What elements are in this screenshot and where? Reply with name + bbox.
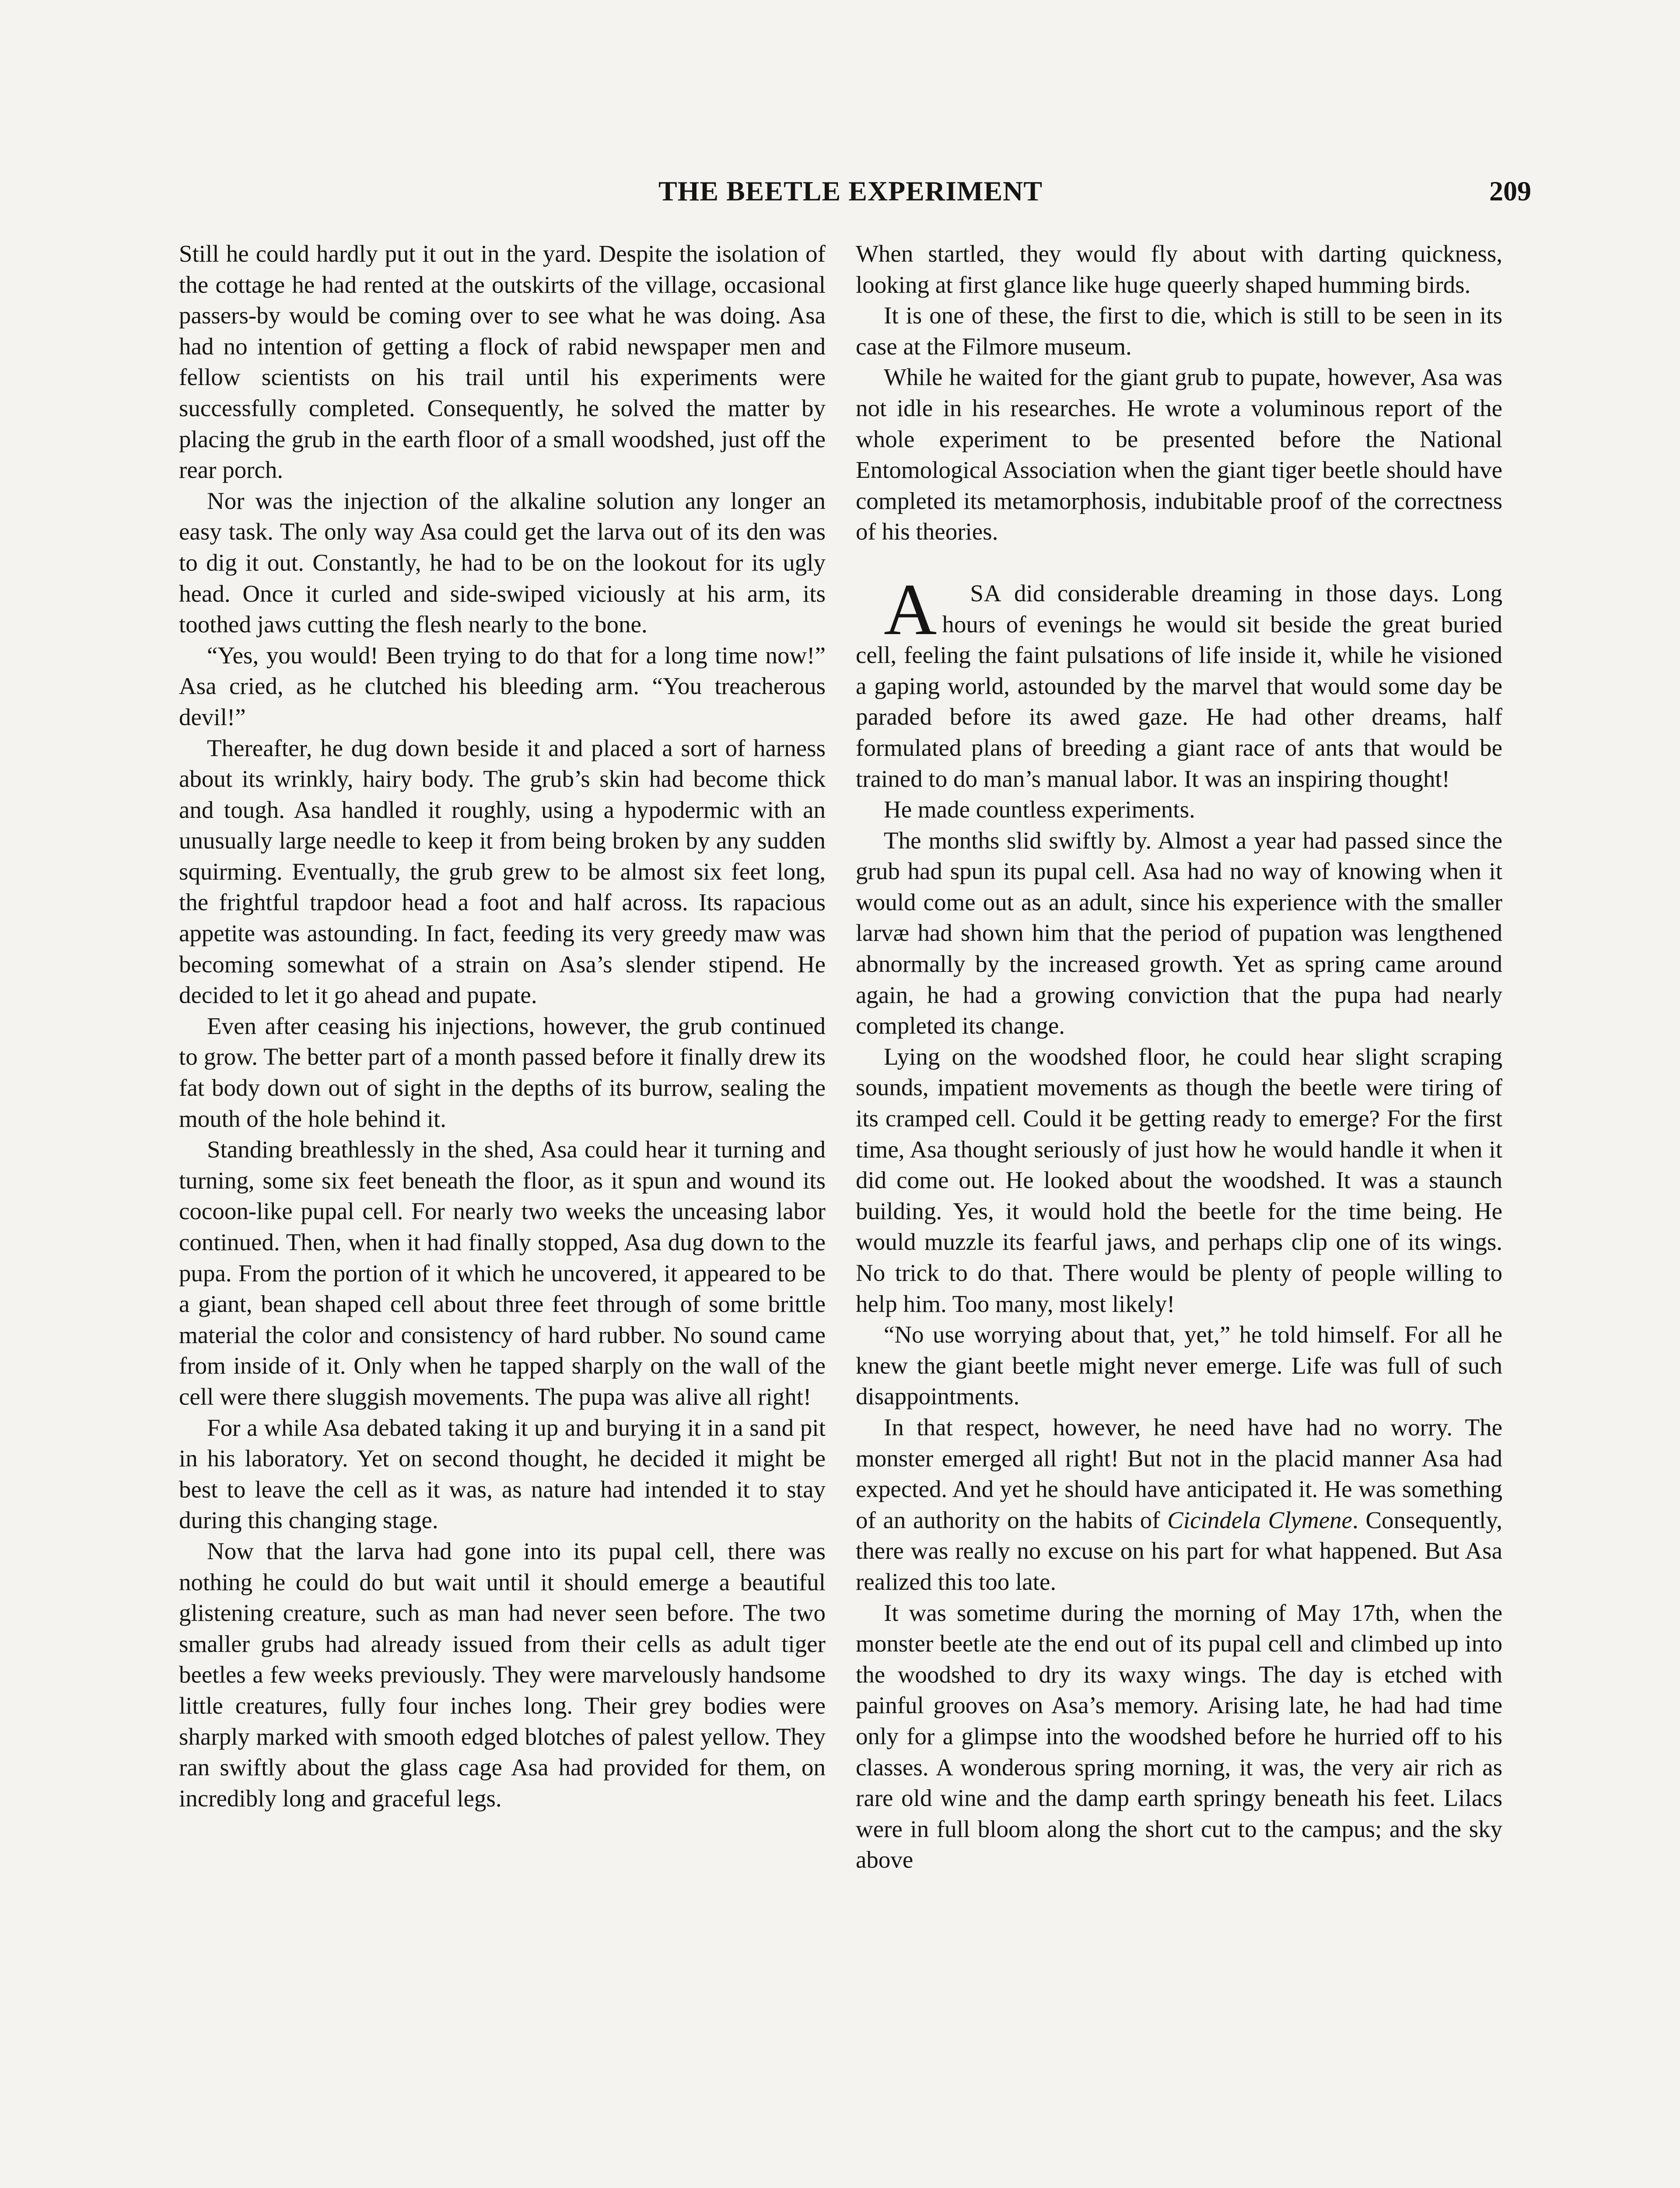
paragraph: It is one of these, the first to die, which is still to be seen in its case at the Filmore museum. [856,302,1502,360]
paragraph-text: In that respect, however, he need have had no worry. The monster emerged all right! But not in the placid manner Asa had expected. And yet he should have anticipated it. He was something of an authority on the habits of [856,1413,1502,1533]
paragraph: He made countless experiments. [884,796,1195,823]
page-number: 209 [1489,175,1531,207]
paragraph: Thereafter, he dug down beside it and placed a sort of harness about its wrinkly, hairy body. The grub’s skin had become thick and tough. Asa handled it roughly, using a hypodermic with an unusually large needle to keep it from being broken by any sudden squirming. Eventually, the grub grew to be almost six feet long, the frightful trapdoor head a foot and half across. Its rapacious appetite was astounding. In fact, feeding its very greedy maw was becoming somewhat of a strain on Asa’s slender stipend. He decided to let it go ahead and pupate. [179,734,826,1009]
paragraph: Still he could hardly put it out in the yard. Despite the isolation of the cottage he had rented at the outskirts of the village, occasional passers-by would be coming over to see what he was doing. Asa had no intention of getting a flock of rabid newspaper men and fellow scientists on his trail until his experiments were successfully completed. Consequently, he solved the matter by placing the grub in the earth floor of a small woodshed, just off the rear porch. [179,240,826,484]
paragraph: Standing breathlessly in the shed, Asa could hear it turning and turning, some six feet beneath the floor, as it spun and wound its cocoon-like pupal cell. For nearly two weeks the unceasing labor continued. Then, when it had finally stopped, Asa dug down to the pupa. From the portion of it which he uncovered, it appeared to be a giant, bean shaped cell about three feet through of some brittle material the color and consistency of hard rubber. No sound came from inside of it. Only when he tapped sharply on the wall of the cell were there sluggish movements. The pupa was alive all right! [179,1136,826,1410]
paragraph: When startled, they would fly about with darting quickness, looking at first glance like huge queerly shaped humming birds. [856,240,1502,298]
paragraph: It was sometime during the morning of May 17th, when the monster beetle ate the end out of its pupal cell and climbed up into the woodshed to dry its waxy wings. The day is etched with painful grooves on Asa’s memory. Arising late, he had had time only for a glimpse into the woodshed before he hurried off to his classes. A wonderous spring morning, it was, the very air rich as rare old wine and the damp earth springy beneath his feet. Lilacs were in full bloom along the short cut to the campus; and the sky above [856,1599,1502,1873]
section-opening-paragraph [856,568,1502,794]
page-title: THE BEETLE EXPERIMENT [658,175,1043,207]
paragraph: “Yes, you would! Been trying to do that for a long time now!” Asa cried, as he clutched his bleeding arm. “You treacherous devil!” [179,642,826,730]
right-column [856,238,1502,1876]
running-head [170,172,1531,211]
left-column [179,238,826,1814]
drop-cap: A [884,568,937,650]
paragraph [856,1412,1502,1598]
paragraph: For a while Asa debated taking it up and burying it in a sand pit in his laboratory. Yet on second thought, he decided it might be best to leave the cell as it was, as nature had intended it to stay during this changing stage. [179,1414,826,1534]
paragraph: Now that the larva had gone into its pupal cell, there was nothing he could do but wait until it should emerge a beautiful glistening creature, such as man had never seen before. The two smaller grubs had already issued from their cells as adult tiger beetles a few weeks previously. They were marvelously handsome little creatures, fully four inches long. Their grey bodies were sharply marked with smooth edged blotches of palest yellow. They ran swiftly about the glass cage Asa had provided for them, on incredibly long and graceful legs. [179,1537,826,1812]
paragraph-text: . Consequently, there was really no excuse on his part for what happened. But Asa realized this too late. [856,1506,1502,1595]
species-name: Cicindela Clymene [1167,1506,1352,1533]
section-text: did considerable dreaming in those days. Long hours of evenings he would sit beside the great buried cell, feeling the faint pulsations of life inside it, while he visioned a gaping world, astounded by the marvel that would some day be paraded before its awed gaze. He had other dreams, half formulated plans of breeding a giant race of ants that would be trained to do man’s manual labor. It was an inspiring thought! [856,579,1502,792]
paragraph: While he waited for the giant grub to pupate, however, Asa was not idle in his researches. He wrote a voluminous report of the whole experiment to be presented before the National Entomological Association when the giant tiger beetle should have completed its metamorphosis, indubitable proof of the correctness of his theories. [856,364,1502,545]
section-lead: SA [970,579,1002,607]
paragraph: The months slid swiftly by. Almost a year had passed since the grub had spun its pupal cell. Asa had no way of knowing when it would come out as an adult, since his experience with the smaller larvæ had shown him that the period of pupation was lengthened abnormally by the increased growth. Yet as spring came around again, he had a growing conviction that the pupa had nearly completed its change. [856,827,1502,1039]
paragraph: Nor was the injection of the alkaline solution any longer an easy task. The only way Asa could get the larva out of its den was to dig it out. Constantly, he had to be on the lookout for its ugly head. Once it curled and side-swiped viciously at his arm, its toothed jaws cutting the flesh nearly to the bone. [179,487,826,638]
paragraph: Even after ceasing his injections, however, the grub continued to grow. The better part of a month passed before it finally drew its fat body down out of sight in the depths of its burrow, sealing the mouth of the hole behind it. [179,1012,826,1132]
paragraph: Lying on the woodshed floor, he could hear slight scraping sounds, impatient movements as though the beetle were tiring of its cramped cell. Could it be getting ready to emerge? For the first time, Asa thought seriously of just how he would handle it when it did come out. He looked about the woodshed. It was a staunch building. Yes, it would hold the beetle for the time being. He would muzzle its fearful jaws, and perhaps clip one of its wings. No trick to do that. There would be plenty of people willing to help him. Too many, most likely! [856,1043,1502,1317]
paragraph: “No use worrying about that, yet,” he told himself. For all he knew the giant beetle might never emerge. Life was full of such disappointments. [856,1321,1502,1410]
